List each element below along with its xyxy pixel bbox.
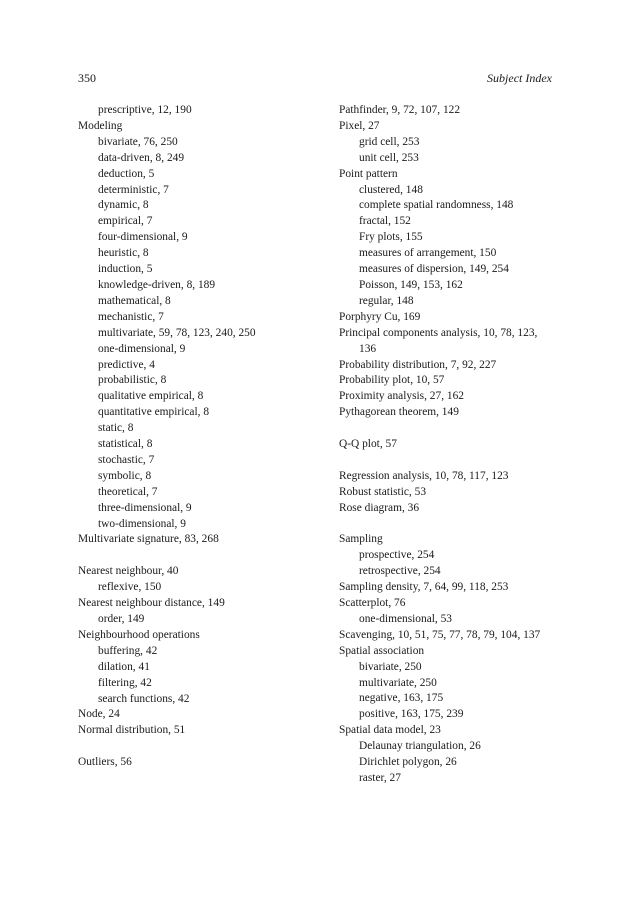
index-entry: Node, 24 <box>78 708 120 721</box>
index-subentry: filtering, 42 <box>98 676 152 689</box>
index-subentry: Dirichlet polygon, 26 <box>359 756 457 769</box>
index-subentry: prescriptive, 12, 190 <box>98 104 192 116</box>
index-subentry: one-dimensional, 9 <box>98 342 186 355</box>
index-column-left <box>78 103 323 771</box>
index-subentry: measures of dispersion, 149, 254 <box>359 263 509 276</box>
index-subentry: complete spatial randomness, 148 <box>359 199 514 212</box>
index-entry: Principal components analysis, 10, 78, 123, <box>339 326 538 339</box>
index-subentry: dilation, 41 <box>98 660 150 673</box>
index-entry: Spatial association <box>339 644 425 657</box>
index-subentry: mechanistic, 7 <box>98 310 164 323</box>
index-subentry: symbolic, 8 <box>98 469 152 482</box>
index-subentry: negative, 163, 175 <box>359 692 444 705</box>
index-subentry: probabilistic, 8 <box>98 374 167 387</box>
index-subentry: Fry plots, 155 <box>359 231 423 244</box>
index-entry: Pathfinder, 9, 72, 107, 122 <box>339 104 461 116</box>
index-spacer <box>78 739 323 755</box>
index-entry: Probability distribution, 7, 92, 227 <box>339 358 497 371</box>
index-subentry: three-dimensional, 9 <box>98 501 192 514</box>
index-subentry: data-driven, 8, 249 <box>98 151 185 164</box>
index-entry: Nearest neighbour, 40 <box>78 565 179 578</box>
index-subentry: unit cell, 253 <box>359 151 419 164</box>
index-subentry: theoretical, 7 <box>98 485 158 498</box>
index-subentry: mathematical, 8 <box>98 294 171 307</box>
page-number: 350 <box>78 71 96 85</box>
index-subentry: qualitative empirical, 8 <box>98 390 204 403</box>
index-subentry: buffering, 42 <box>98 644 158 657</box>
index-spacer <box>339 421 564 437</box>
index-subentry: empirical, 7 <box>98 215 153 228</box>
index-subentry: one-dimensional, 53 <box>359 612 453 625</box>
index-subentry: deduction, 5 <box>98 167 155 180</box>
index-entry: Modeling <box>78 119 123 132</box>
index-entry: Scatterplot, 76 <box>339 597 406 610</box>
index-entry: Normal distribution, 51 <box>78 724 186 737</box>
index-subentry: regular, 148 <box>359 294 414 307</box>
index-subentry: dynamic, 8 <box>98 199 149 212</box>
index-entry: Robust statistic, 53 <box>339 485 427 498</box>
index-subentry: four-dimensional, 9 <box>98 231 188 244</box>
index-subentry: raster, 27 <box>359 772 401 785</box>
index-spacer <box>78 548 323 564</box>
index-subentry: clustered, 148 <box>359 183 423 196</box>
index-subentry: bivariate, 250 <box>359 660 422 673</box>
index-column-right <box>339 103 564 787</box>
index-subentry: reflexive, 150 <box>98 581 162 594</box>
index-subentry: deterministic, 7 <box>98 183 169 196</box>
index-subentry: predictive, 4 <box>98 358 155 371</box>
index-entry: Probability plot, 10, 57 <box>339 374 445 387</box>
index-subentry: statistical, 8 <box>98 438 153 451</box>
index-subentry: search functions, 42 <box>98 692 190 705</box>
running-head: Subject Index <box>487 71 552 85</box>
index-entry: Regression analysis, 10, 78, 117, 123 <box>339 469 509 482</box>
index-entry: Outliers, 56 <box>78 756 132 769</box>
index-entry: Nearest neighbour distance, 149 <box>78 597 225 610</box>
index-subentry: knowledge-driven, 8, 189 <box>98 278 216 291</box>
index-subentry: heuristic, 8 <box>98 247 149 260</box>
index-spacer <box>339 517 564 533</box>
index-subentry: positive, 163, 175, 239 <box>359 708 464 721</box>
index-entry: Q-Q plot, 57 <box>339 438 397 451</box>
index-subentry: quantitative empirical, 8 <box>98 406 210 419</box>
index-subentry: static, 8 <box>98 422 134 435</box>
index-entry: Scavenging, 10, 51, 75, 77, 78, 79, 104, 137 <box>339 628 541 641</box>
index-entry: Sampling <box>339 533 383 546</box>
index-subentry: bivariate, 76, 250 <box>98 135 178 148</box>
index-subentry: measures of arrangement, 150 <box>359 247 497 260</box>
index-subentry: induction, 5 <box>98 263 153 276</box>
index-entry: Rose diagram, 36 <box>339 501 420 514</box>
index-subentry: multivariate, 250 <box>359 676 437 689</box>
index-subentry: order, 149 <box>98 612 145 625</box>
index-subentry: multivariate, 59, 78, 123, 240, 250 <box>98 326 256 339</box>
index-subentry: retrospective, 254 <box>359 565 441 578</box>
index-spacer <box>339 453 564 469</box>
index-entry: Pixel, 27 <box>339 119 380 132</box>
index-subentry: Poisson, 149, 153, 162 <box>359 278 463 291</box>
index-subentry: 136 <box>359 342 377 355</box>
index-entry: Neighbourhood operations <box>78 628 200 641</box>
index-entry: Point pattern <box>339 167 398 180</box>
index-subentry: prospective, 254 <box>359 549 435 562</box>
index-entry: Proximity analysis, 27, 162 <box>339 390 464 403</box>
index-subentry: Delaunay triangulation, 26 <box>359 740 481 753</box>
index-subentry: grid cell, 253 <box>359 135 420 148</box>
index-subentry: stochastic, 7 <box>98 453 155 466</box>
index-subentry: two-dimensional, 9 <box>98 517 186 530</box>
index-entry: Spatial data model, 23 <box>339 724 441 737</box>
index-subentry: fractal, 152 <box>359 215 411 228</box>
index-entry: Pythagorean theorem, 149 <box>339 406 459 419</box>
index-entry: Porphyry Cu, 169 <box>339 310 421 323</box>
index-entry: Multivariate signature, 83, 268 <box>78 533 219 546</box>
index-entry: Sampling density, 7, 64, 99, 118, 253 <box>339 581 509 594</box>
